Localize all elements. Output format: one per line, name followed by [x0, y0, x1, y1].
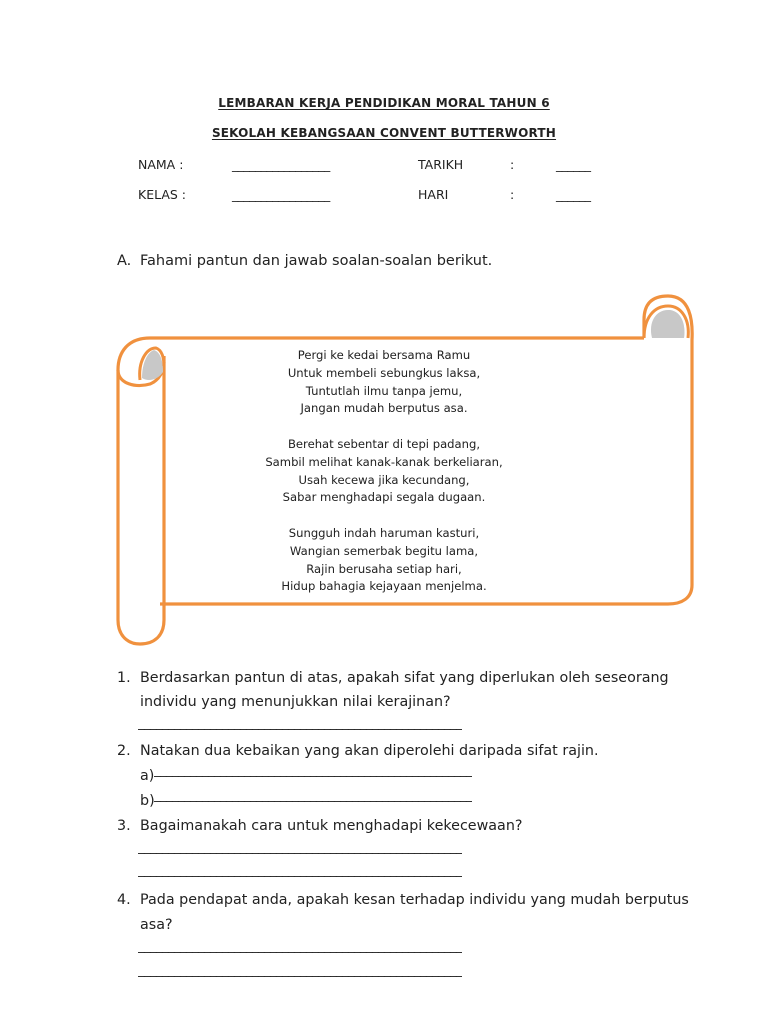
question-2b-label: b) — [140, 793, 155, 809]
nama-label: NAMA : — [138, 157, 184, 172]
hari-label: HARI — [418, 187, 449, 202]
question-1-number: 1. — [117, 670, 131, 686]
pantun-line: Jangan mudah berputus asa. — [300, 401, 468, 416]
worksheet-title: LEMBARAN KERJA PENDIDIKAN MORAL TAHUN 6 — [218, 96, 550, 110]
hari-field[interactable]: ______ — [556, 187, 591, 202]
pantun-line: Wangian semerbak begitu lama, — [289, 543, 479, 558]
section-a-label: A. — [117, 253, 132, 269]
question-2-line1: Natakan dua kebaikan yang akan diperolehi daripada sifat rajin. — [140, 743, 599, 759]
pantun-stanza-3 — [200, 525, 568, 596]
question-3-number: 3. — [117, 818, 131, 834]
pantun-line: Untuk membeli sebungkus laksa, — [287, 365, 481, 380]
pantun-line: Usah kecewa jika kecundang, — [298, 472, 470, 487]
pantun-line: Rajin berusaha setiap hari, — [306, 561, 462, 576]
tarikh-field[interactable]: ______ — [556, 157, 591, 172]
tarikh-label: TARIKH — [418, 157, 464, 172]
pantun-line: Tuntutlah ilmu tanpa jemu, — [305, 383, 463, 398]
hari-colon: : — [510, 187, 515, 202]
section-a-instruction: Fahami pantun dan jawab soalan-soalan berikut. — [140, 253, 493, 269]
question-4-line1: Pada pendapat anda, apakah kesan terhadap individu yang mudah berputus — [140, 892, 689, 908]
pantun-line: Hidup bahagia kejayaan menjelma. — [281, 579, 487, 594]
question-4-number: 4. — [117, 892, 131, 908]
pantun-line: Sambil melihat kanak-kanak berkeliaran, — [265, 454, 503, 469]
kelas-label: KELAS : — [138, 187, 187, 202]
answer-line-4a[interactable]: ______________________________________________________ — [138, 939, 462, 954]
pantun-stanza-1 — [200, 347, 568, 418]
nama-field[interactable]: _________________ — [232, 157, 330, 172]
question-2a-label: a) — [140, 768, 155, 784]
pantun-line: Sungguh indah haruman kasturi, — [288, 525, 480, 540]
answer-line-4b[interactable]: ______________________________________________________ — [138, 963, 462, 978]
pantun-line: Berehat sebentar di tepi padang, — [287, 436, 481, 451]
pantun-line: Sabar menghadapi segala dugaan. — [282, 490, 486, 505]
question-1-line1: Berdasarkan pantun di atas, apakah sifat yang diperlukan oleh seseorang — [140, 670, 669, 686]
answer-line-2b[interactable]: _____________________________________________________ — [154, 788, 472, 803]
pantun-line: Pergi ke kedai bersama Ramu — [297, 348, 471, 362]
kelas-field[interactable]: _________________ — [232, 187, 330, 202]
pantun-poem — [200, 347, 568, 596]
answer-line-3b[interactable]: ______________________________________________________ — [138, 863, 462, 878]
question-1-line2: individu yang menunjukkan nilai kerajinan? — [140, 694, 451, 710]
question-2-number: 2. — [117, 743, 131, 759]
answer-line-2a[interactable]: _____________________________________________________ — [154, 763, 472, 778]
pantun-stanza-2 — [200, 436, 568, 507]
answer-line-3a[interactable]: ______________________________________________________ — [138, 840, 462, 855]
question-3-line1: Bagaimanakah cara untuk menghadapi kekecewaan? — [140, 818, 523, 834]
question-4-line2: asa? — [140, 917, 173, 933]
answer-line-1[interactable]: ______________________________________________________ — [138, 716, 462, 731]
tarikh-colon: : — [510, 157, 515, 172]
school-name: SEKOLAH KEBANGSAAN CONVENT BUTTERWORTH — [211, 126, 557, 140]
